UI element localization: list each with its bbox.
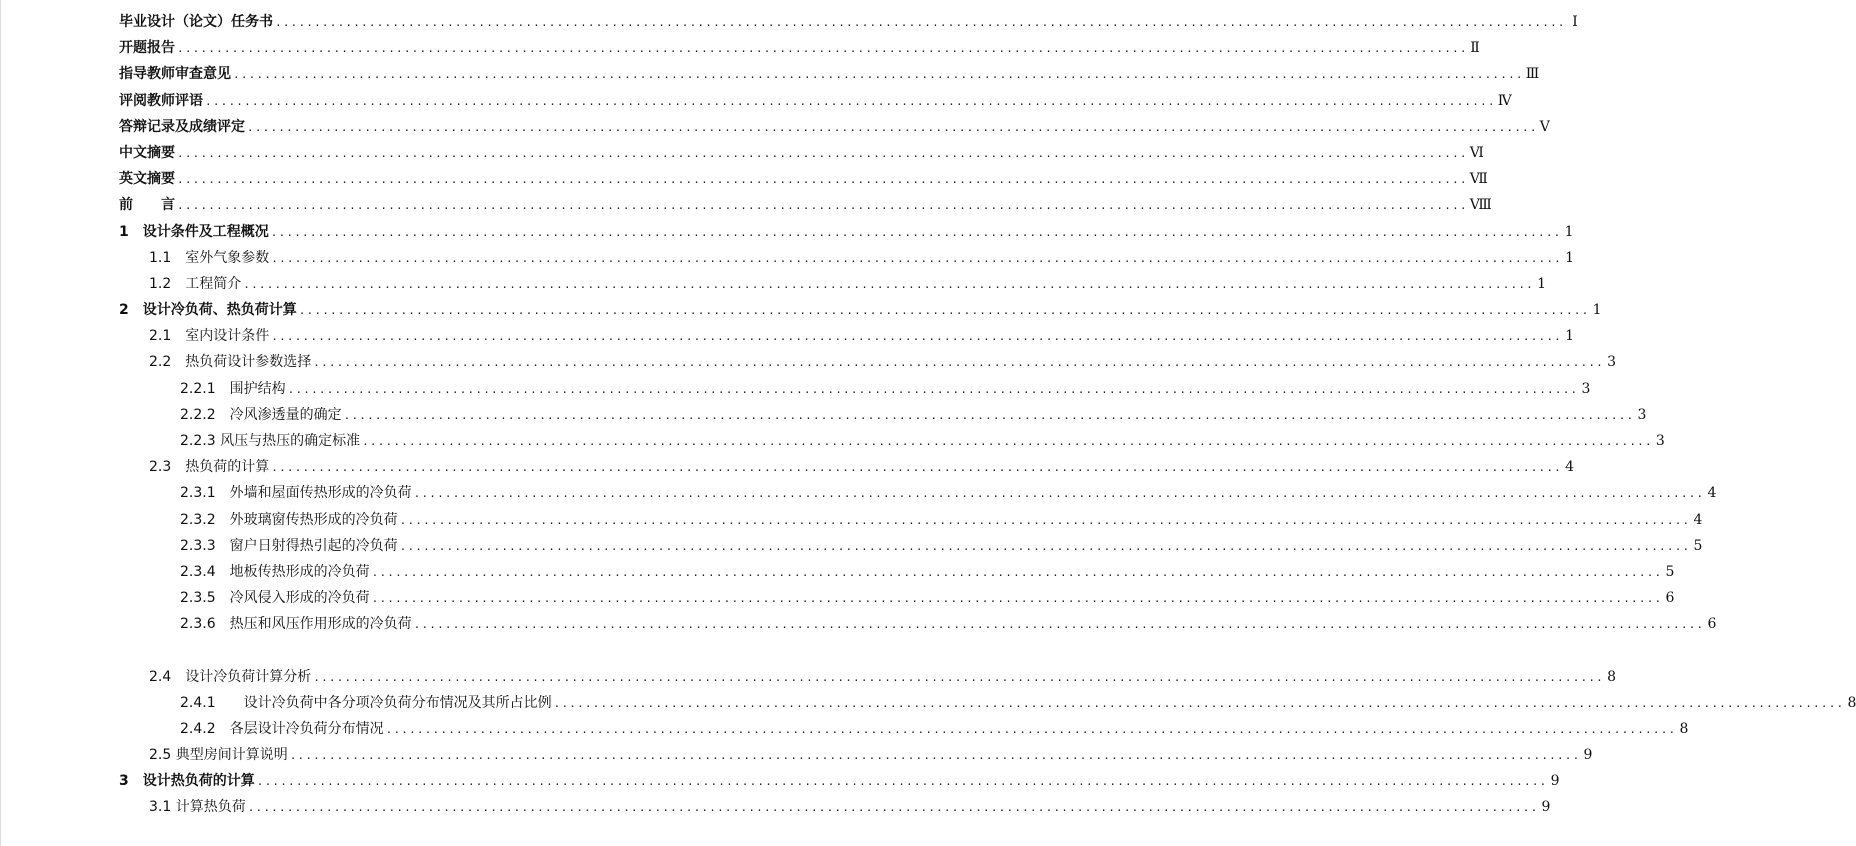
toc-entry[interactable] (1, 664, 1616, 690)
toc-leader-dots: ..................................................................................................................................................................... (177, 173, 1468, 187)
toc-entry-title: 2.2.1 围护结构 (180, 380, 286, 397)
toc-leader-dots: ..................................................................................................................................................................... (256, 775, 1548, 789)
table-of-contents (1, 9, 1856, 821)
toc-entry[interactable] (1, 742, 1593, 768)
toc-entry-title: 2.3.5 冷风侵入形成的冷负荷 (180, 590, 370, 607)
toc-leader-dots: ..................................................................................................................................................................... (413, 618, 1705, 632)
toc-entry-title: 中文摘要 (119, 144, 175, 161)
toc-entry-page: Ⅶ (1469, 171, 1488, 188)
toc-entry[interactable] (1, 376, 1591, 402)
toc-entry[interactable] (1, 192, 1492, 218)
toc-entry-page: 3 (1581, 380, 1591, 397)
toc-entry-page: 9 (1550, 773, 1560, 790)
toc-entry[interactable] (1, 507, 1703, 533)
toc-entry-page: Ⅱ (1470, 40, 1480, 57)
toc-leader-dots: ..................................................................................................................................................................... (371, 592, 1663, 606)
toc-entry-page: Ⅵ (1469, 144, 1484, 161)
toc-leader-dots: ..................................................................................................................................................................... (553, 696, 1845, 710)
toc-entry-page: Ⅴ (1539, 118, 1550, 135)
toc-entry[interactable] (1, 140, 1484, 166)
toc-entry[interactable] (1, 88, 1512, 114)
toc-entry-page: 4 (1707, 485, 1717, 502)
toc-entry-page: 6 (1707, 616, 1717, 633)
toc-entry[interactable] (1, 297, 1602, 323)
toc-entry-page: 8 (1847, 694, 1856, 711)
toc-leader-dots: ..................................................................................................................................................................... (270, 225, 1562, 239)
toc-entry-title: 2.3 热负荷的计算 (149, 459, 270, 476)
toc-entry-page: 4 (1565, 459, 1574, 476)
toc-leader-dots: ..................................................................................................................................................................... (271, 251, 1562, 265)
toc-entry-page: 1 (1565, 249, 1574, 266)
toc-entry-title: 2.2 热负荷设计参数选择 (149, 354, 312, 371)
toc-entry[interactable] (1, 559, 1675, 585)
toc-leader-dots: ..................................................................................................................................................................... (243, 277, 1534, 291)
toc-entry[interactable] (1, 611, 1717, 637)
toc-leader-dots: ..................................................................................................................................................................... (289, 749, 1581, 763)
toc-entry-page: 1 (1537, 275, 1546, 292)
toc-entry[interactable] (1, 690, 1856, 716)
toc-entry-title: 2.1 室内设计条件 (149, 328, 270, 345)
toc-entry-title: 毕业设计（论文）任务书 (119, 14, 273, 30)
toc-entry[interactable] (1, 323, 1574, 349)
toc-entry-page: 4 (1693, 511, 1703, 528)
toc-leader-dots: ..................................................................................................................................................................... (399, 539, 1691, 553)
toc-entry-title: 2.3.3 窗户日射得热引起的冷负荷 (180, 537, 398, 554)
toc-entry[interactable] (1, 219, 1574, 245)
toc-leader-dots: ..................................................................................................................................................................... (313, 356, 1604, 370)
toc-entry[interactable] (1, 245, 1574, 271)
toc-entry-title: 2.2.2 冷风渗透量的确定 (180, 406, 342, 423)
toc-entry[interactable] (1, 114, 1550, 140)
toc-entry-title: 2.3.1 外墙和屋面传热形成的冷负荷 (180, 485, 412, 502)
toc-leader-dots: ..................................................................................................................................................................... (271, 461, 1562, 475)
toc-entry-page: 1 (1592, 302, 1602, 319)
toc-entry-page: 3 (1607, 354, 1616, 371)
toc-entry-title: 1.2 工程简介 (149, 275, 242, 292)
toc-entry-title: 2.4 设计冷负荷计算分析 (149, 668, 312, 685)
toc-leader-dots: ..................................................................................................................................................................... (413, 487, 1705, 501)
toc-leader-dots: ..................................................................................................................................................................... (371, 565, 1663, 579)
toc-leader-dots: ..................................................................................................................................................................... (343, 408, 1635, 422)
toc-entry-title: 2.5 典型房间计算说明 (149, 747, 288, 764)
toc-leader-dots: ..................................................................................................................................................................... (177, 42, 1468, 56)
toc-entry[interactable] (1, 9, 1578, 35)
toc-entry-title: 2.3.6 热压和风压作用形成的冷负荷 (180, 616, 412, 633)
toc-entry-page: Ⅳ (1497, 92, 1512, 109)
toc-entry-page: 8 (1679, 720, 1689, 737)
toc-entry-title: 开题报告 (119, 40, 175, 57)
toc-leader-dots: ..................................................................................................................................................................... (275, 16, 1566, 29)
toc-entry[interactable] (1, 402, 1647, 428)
toc-entry-title: 1.1 室外气象参数 (149, 249, 270, 266)
toc-entry-page: 1 (1565, 328, 1574, 345)
toc-entry-title: 2.3.2 外玻璃窗传热形成的冷负荷 (180, 511, 398, 528)
toc-entry-page: 3 (1637, 406, 1647, 423)
toc-entry-title: 指导教师审查意见 (119, 66, 231, 83)
toc-leader-dots: ..................................................................................................................................................................... (298, 304, 1590, 318)
toc-entry-title: 1 设计条件及工程概况 (119, 223, 269, 240)
toc-leader-dots: ..................................................................................................................................................................... (177, 146, 1468, 160)
toc-leader-dots: ..................................................................................................................................................................... (233, 68, 1524, 82)
toc-entry-page: 3 (1655, 433, 1665, 449)
toc-entry[interactable] (1, 533, 1703, 559)
toc-entry-title: 英文摘要 (119, 171, 175, 188)
toc-entry[interactable] (1, 585, 1675, 611)
toc-entry-page: 6 (1665, 590, 1675, 607)
toc-entry[interactable] (1, 349, 1616, 375)
toc-entry[interactable] (1, 768, 1560, 794)
toc-leader-dots: ..................................................................................................................................................................... (247, 801, 1539, 815)
toc-leader-dots: ..................................................................................................................................................................... (313, 670, 1604, 684)
toc-entry-page: 5 (1665, 563, 1675, 580)
toc-entry[interactable] (1, 794, 1551, 820)
toc-entry-page: 8 (1607, 668, 1616, 685)
toc-leader-dots: ..................................................................................................................................................................... (271, 330, 1562, 344)
toc-entry[interactable] (1, 454, 1574, 480)
toc-entry[interactable] (1, 166, 1488, 192)
blank-line (1, 638, 771, 664)
toc-entry-page: 1 (1564, 223, 1574, 240)
toc-entry-page: 5 (1693, 537, 1703, 554)
toc-leader-dots: ..................................................................................................................................................................... (385, 722, 1677, 736)
toc-leader-dots: ..................................................................................................................................................................... (205, 94, 1496, 108)
toc-leader-dots: ..................................................................................................................................................................... (177, 199, 1468, 213)
toc-entry[interactable] (1, 271, 1546, 297)
toc-leader-dots: ..................................................................................................................................................................... (399, 513, 1691, 527)
toc-entry-page: Ⅰ (1572, 14, 1578, 30)
toc-entry-page: 9 (1583, 747, 1593, 764)
toc-leader-dots: ..................................................................................................................................................................... (247, 120, 1538, 134)
toc-entry-title: 3.1 计算热负荷 (149, 799, 246, 816)
toc-leader-dots: ..................................................................................................................................................................... (287, 382, 1579, 396)
toc-entry-title: 2.4.1 设计冷负荷中各分项冷负荷分布情况及其所占比例 (180, 694, 552, 711)
toc-entry-title: 答辩记录及成绩评定 (119, 118, 245, 135)
toc-entry[interactable] (1, 716, 1689, 742)
toc-entry-title: 前 言 (119, 197, 175, 214)
toc-entry[interactable] (1, 61, 1540, 87)
toc-entry[interactable] (1, 480, 1717, 506)
toc-leader-dots: ..................................................................................................................................................................... (362, 435, 1653, 448)
toc-entry-title: 评阅教师评语 (119, 92, 203, 109)
toc-entry-page: Ⅲ (1525, 66, 1540, 83)
toc-entry-title: 2 设计冷负荷、热负荷计算 (119, 302, 297, 319)
toc-entry-title: 2.3.4 地板传热形成的冷负荷 (180, 563, 370, 580)
toc-entry-title: 2.4.2 各层设计冷负荷分布情况 (180, 720, 384, 737)
toc-entry-page: Ⅷ (1469, 197, 1492, 214)
toc-entry[interactable] (1, 428, 1665, 454)
toc-entry-page: 9 (1541, 799, 1551, 816)
toc-entry[interactable] (1, 35, 1480, 61)
toc-entry-title: 3 设计热负荷的计算 (119, 773, 255, 790)
toc-entry-title: 2.2.3 风压与热压的确定标准 (180, 433, 361, 449)
